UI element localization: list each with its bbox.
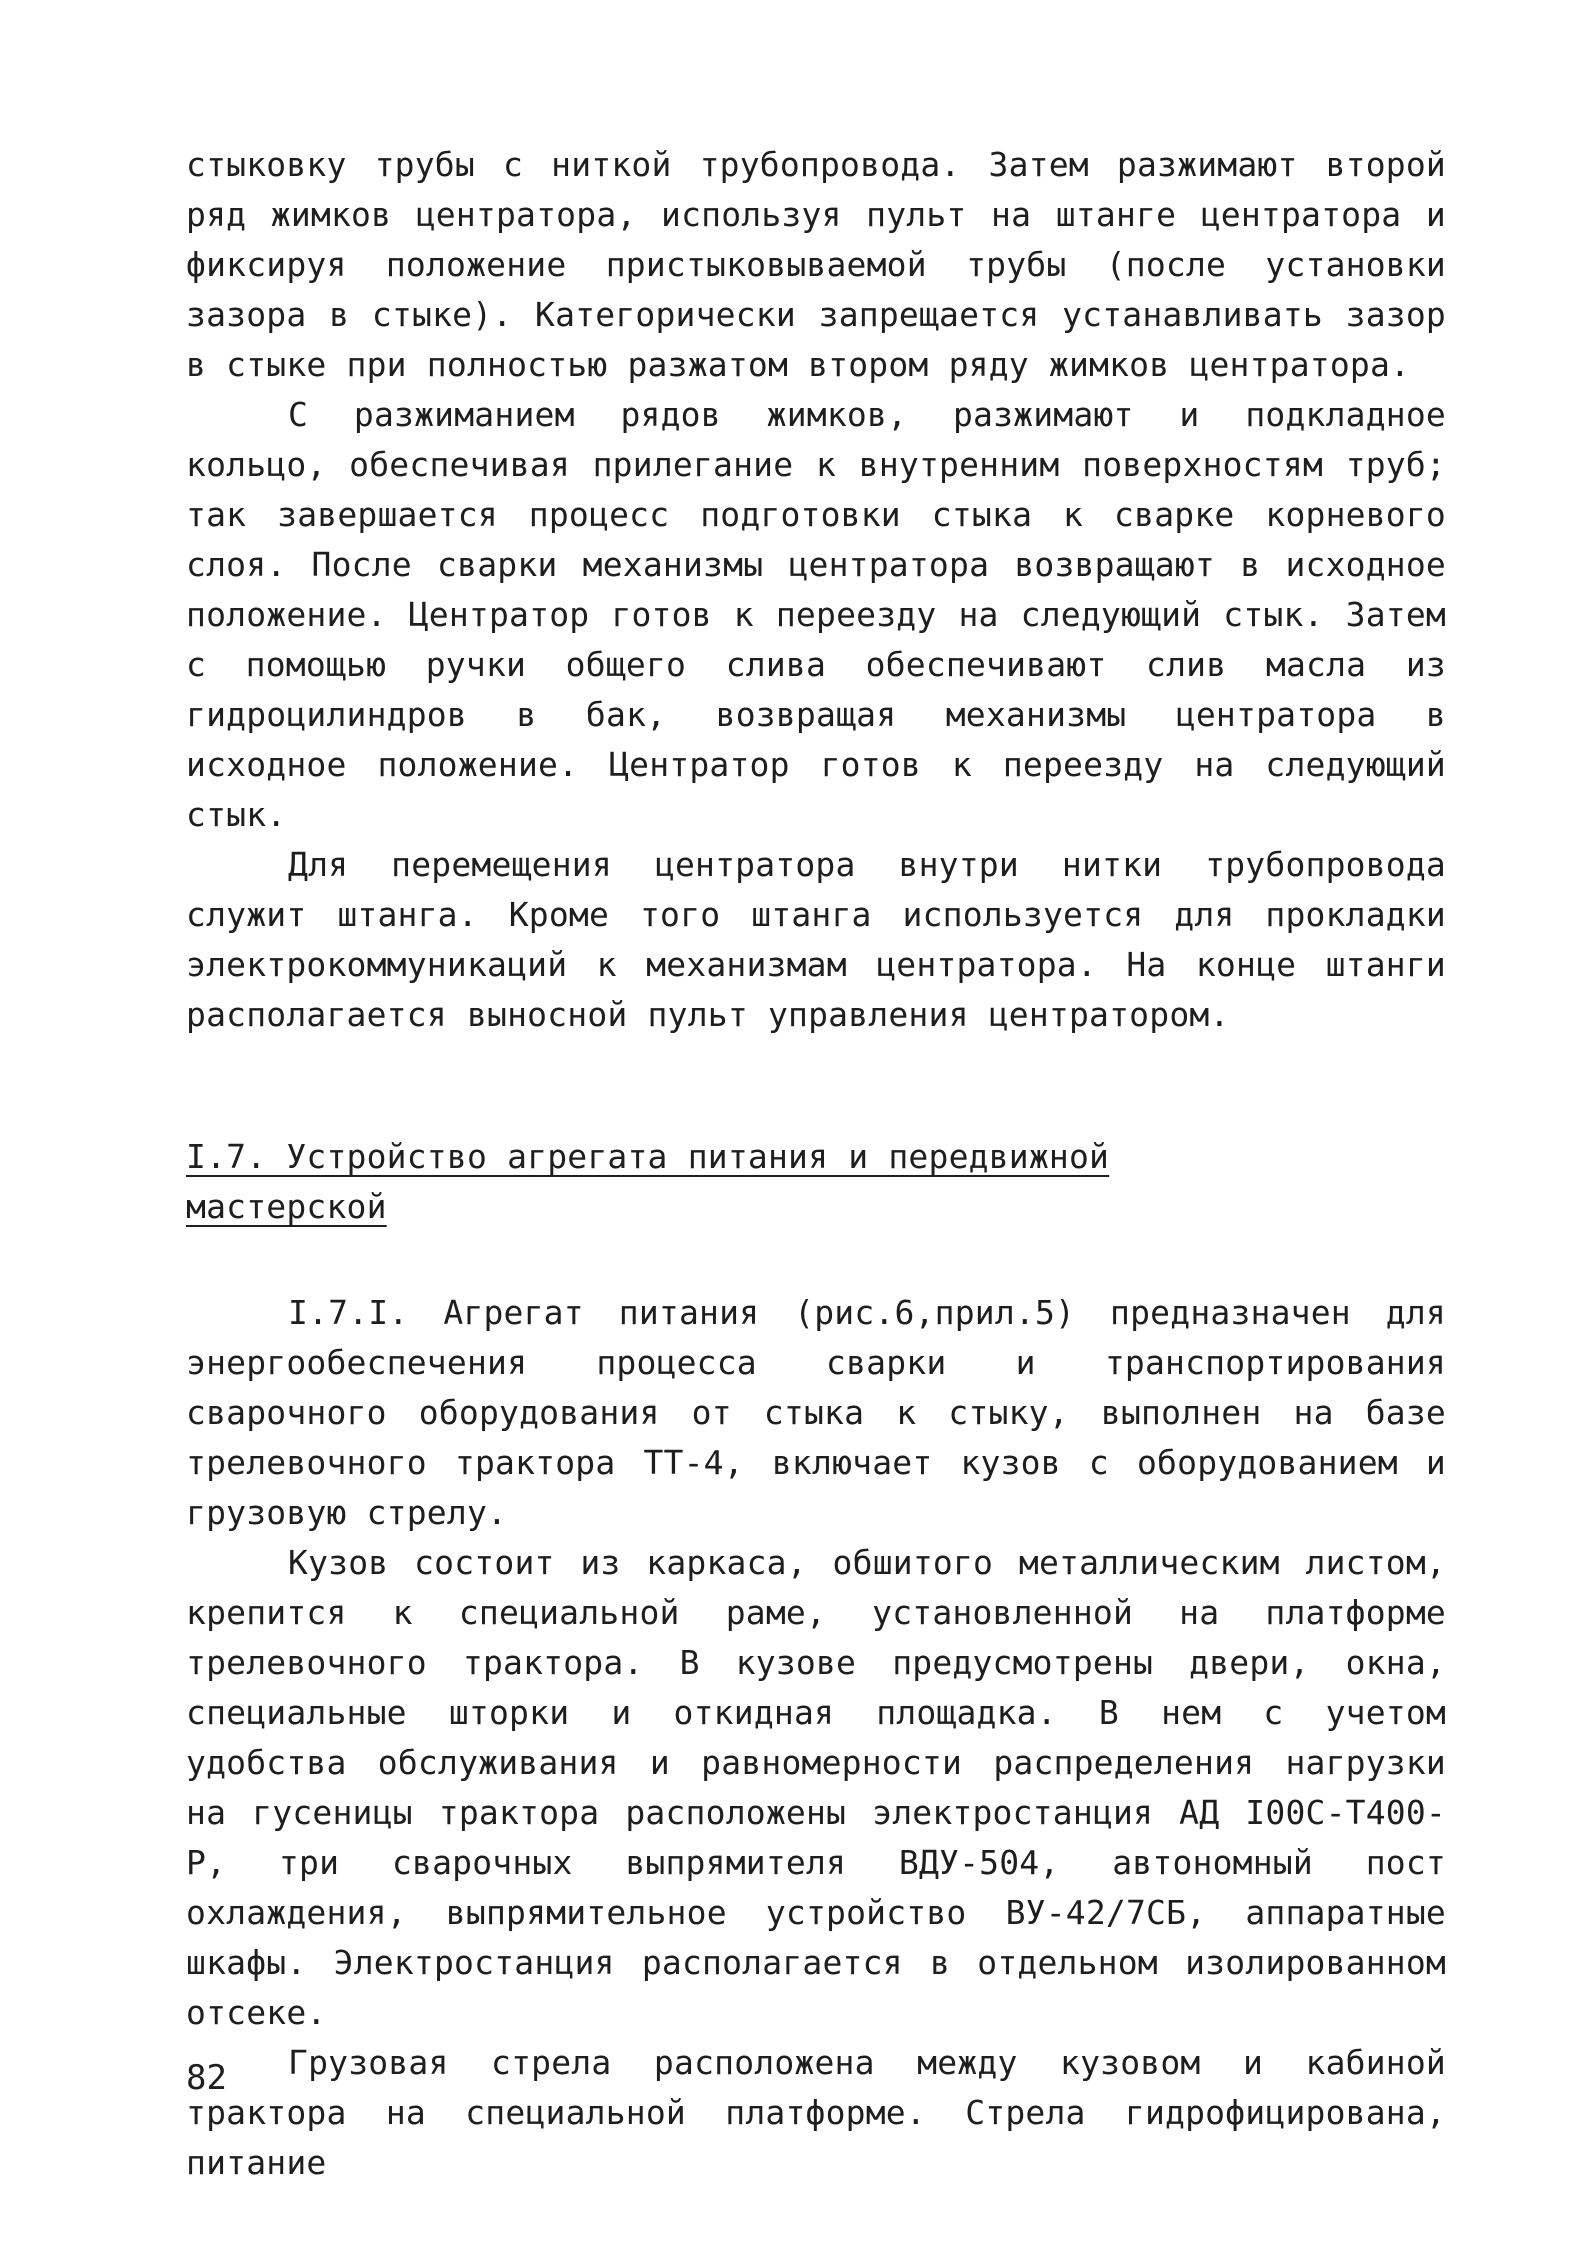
paragraph-razzhimanie: С разжиманием рядов жимков, разжимают и подкладное кольцо, обеспечивая прилегание к внутренним поверхностям труб; так завершается процесс подготовки стыка к сварке корневого слоя. После сварки механизмы центратора возвращают в исходное положение. Центратор готов к переезду на следующий стык. Затем с помощью ручки общего слива обеспечивают слив масла из гидроцилиндров в бак, возвращая механизмы центратора в исходное положение. Центратор готов к переезду на следующий стык. bbox=[186, 395, 1446, 834]
paragraph-gruzovaya-strela: Грузовая стрела расположена между кузовом и кабиной трактора на специальной платформе. Стрела гидрофицирована, питание bbox=[186, 2043, 1446, 2182]
paragraph-shtanga: Для перемещения центратора внутри нитки трубопровода служит штанга. Кроме того штанга используется для прокладки электрокоммуникаций к механизмам центратора. На конце штанги располагается выносной пульт управления центратором. bbox=[186, 845, 1446, 1034]
page-number: 82 bbox=[186, 2058, 227, 2098]
paragraph-kuzov: Кузов состоит из каркаса, обшитого металлическим листом, крепится к специальной раме, установленной на платформе трелевочного трактора. В кузове предусмотрены двери, окна, специальные шторки и откидная площадка. В нем с учетом удобства обслуживания и равномерности распределения нагрузки на гусеницы трактора расположены электростанция АД I00С-Т400-Р, три сварочных выпрямителя ВДУ-504, автономный пост охлаждения, выпрямительное устройство ВУ-42/7СБ, аппаратные шкафы. Электростанция располагается в отдельном изолированном отсеке. bbox=[186, 1543, 1446, 2032]
paragraph-stykovka: стыковку трубы с ниткой трубопровода. Затем разжимают второй ряд жимков центратора, используя пульт на штанге центратора и фиксируя положение пристыковываемой трубы (после установки зазора в стыке). Категорически запрещается устанавливать зазор в стыке при полностью разжатом втором ряду жимков центратора. bbox=[186, 145, 1446, 384]
document-page bbox=[186, 140, 1446, 2188]
section-heading-line-2: мастерской bbox=[186, 1187, 387, 1226]
section-heading-line-1: I.7. Устройство агрегата питания и передвижной bbox=[186, 1137, 1110, 1176]
section-heading bbox=[186, 1132, 1446, 1232]
paragraph-agregat-pitaniya: I.7.I. Агрегат питания (рис.6,прил.5) предназначен для энергообеспечения процесса сварки и транспортирования сварочного оборудования от стыка к стыку, выполнен на базе трелевочного трактора ТТ-4, включает кузов с оборудованием и грузовую стрелу. bbox=[186, 1293, 1446, 1532]
